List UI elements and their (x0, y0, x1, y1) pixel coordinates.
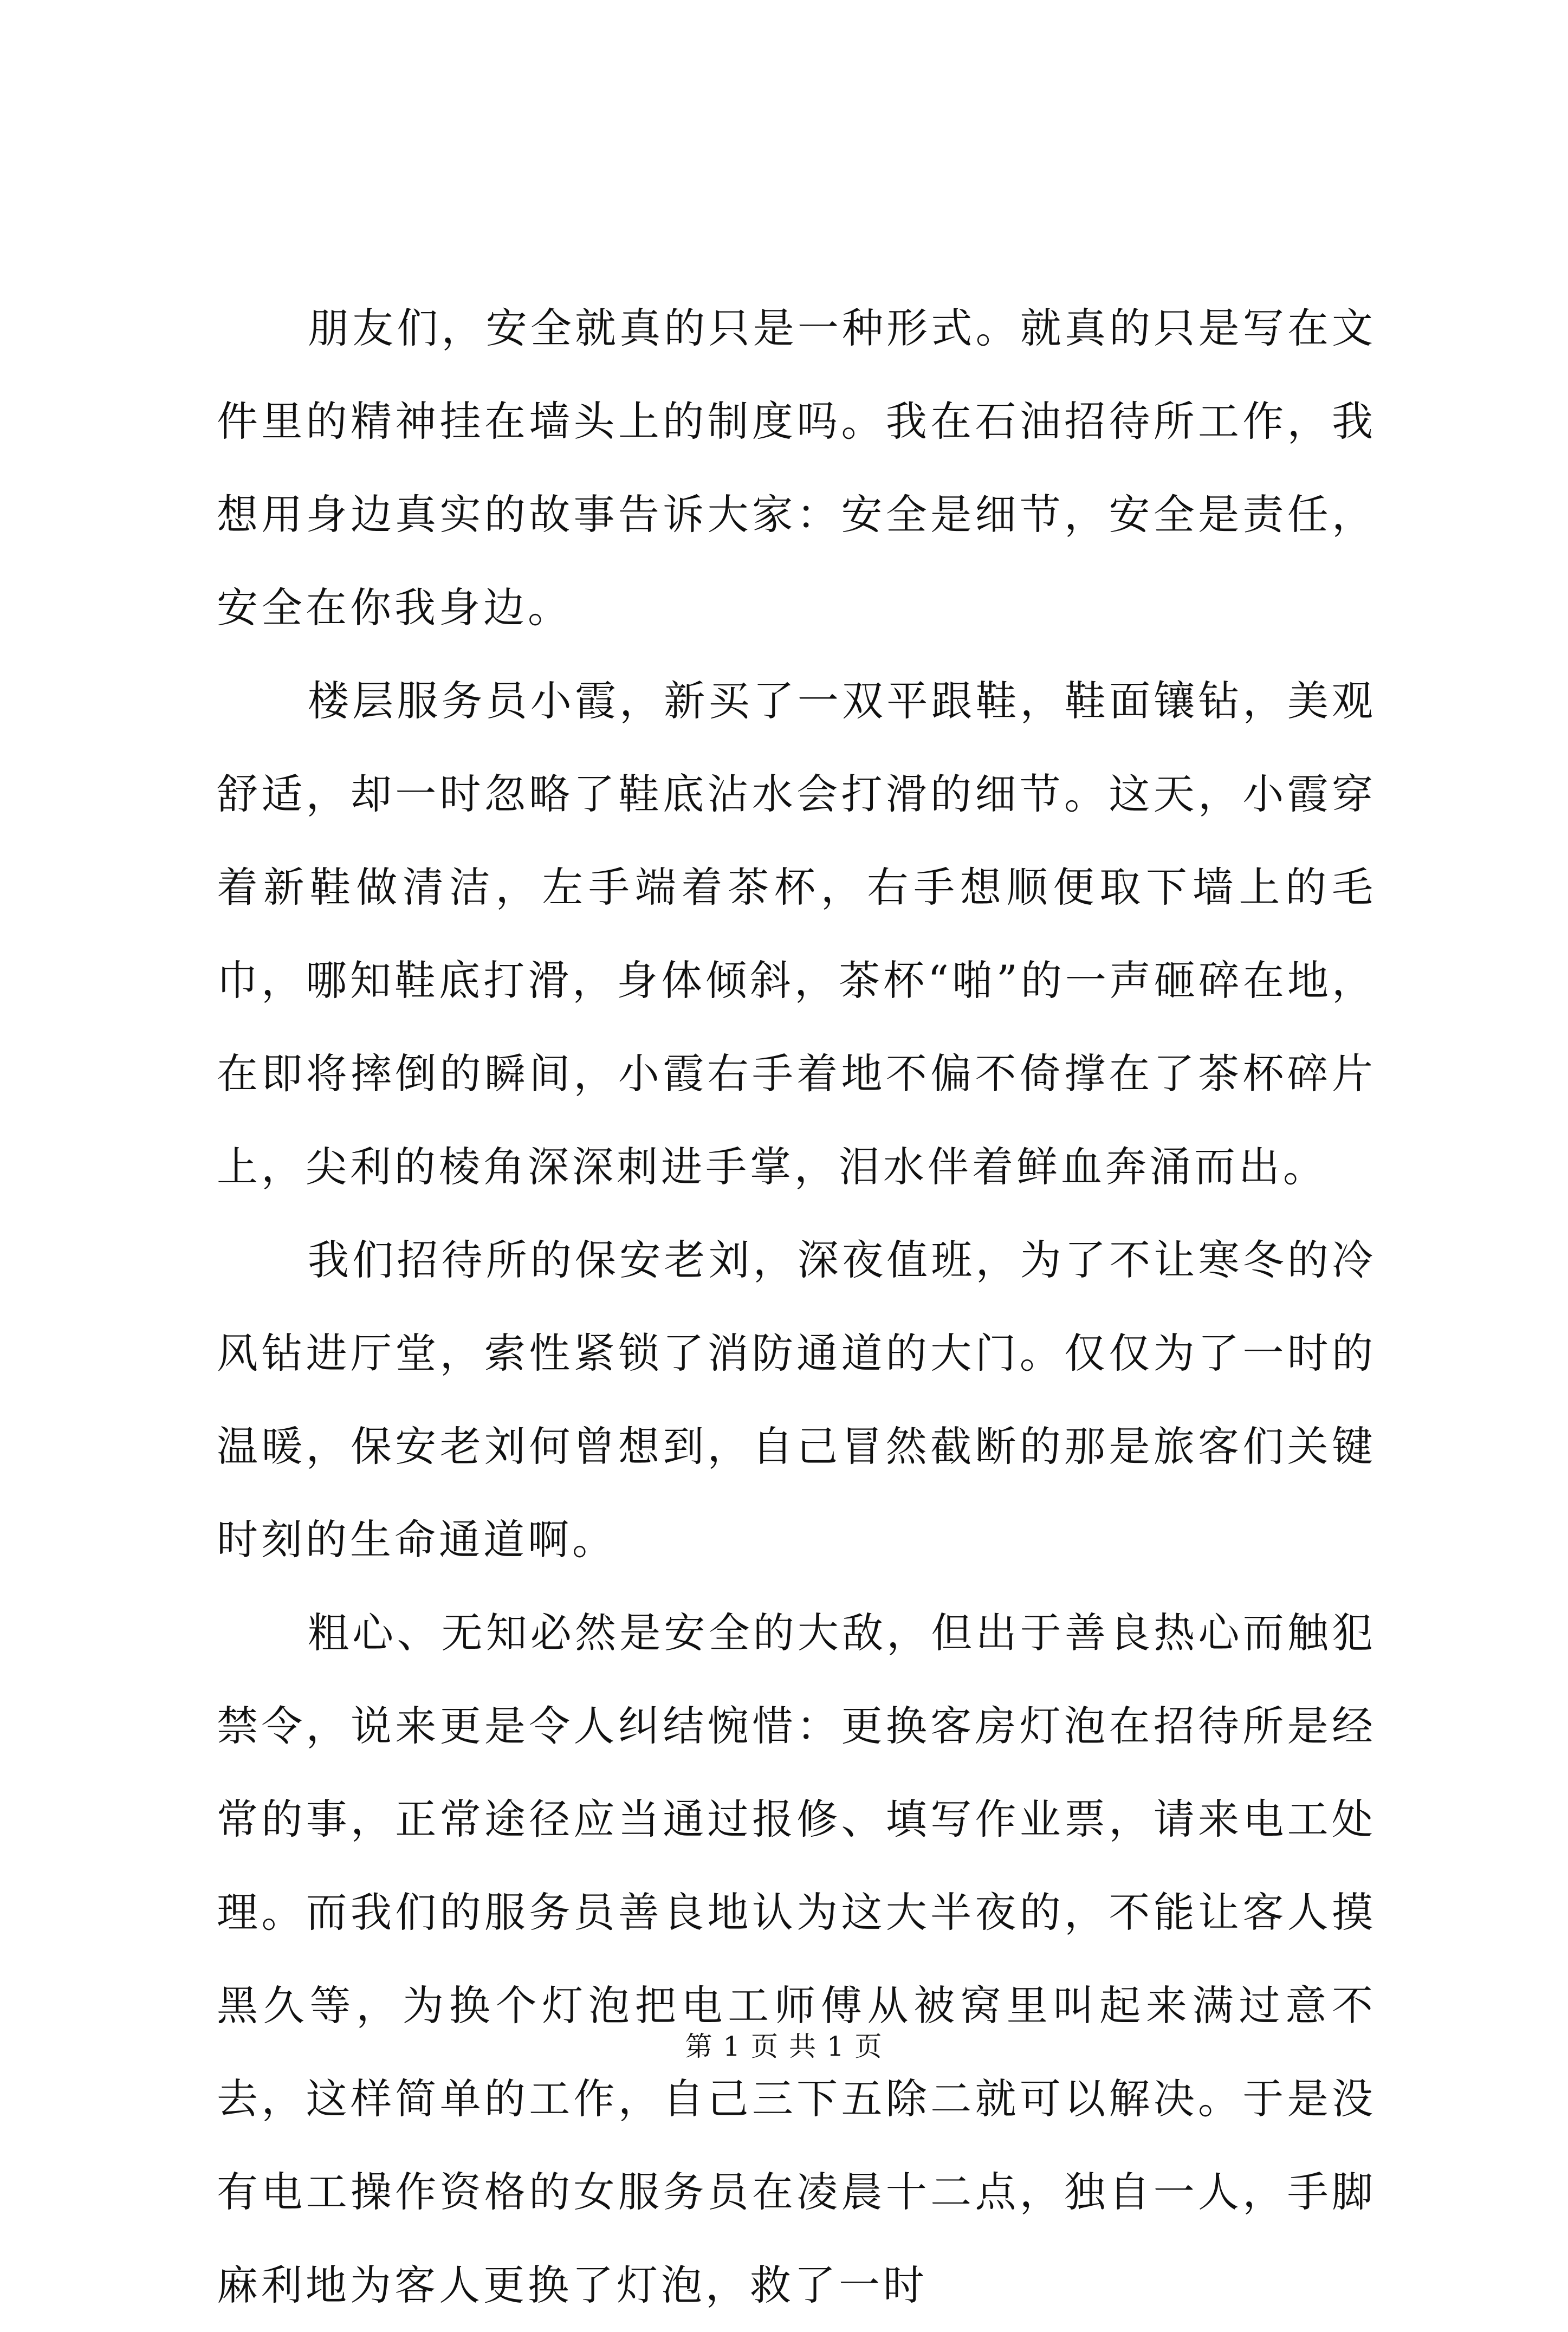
paragraph-4: 粗心、无知必然是安全的大敌，但出于善良热心而触犯禁令，说来更是令人纠结惋惜：更换客房灯泡在招待所是经常的事，正常途径应当通过报修、填写作业票，请来电工处理。而我们的服务员善良地认为这大半夜的，不能让客人摸黑久等，为换个灯泡把电工师傅从被窝里叫起来满过意不去，这样简单的工作，自己三下五除二就可以解决。于是没有电工操作资格的女服务员在凌晨十二点，独自一人，手脚麻利地为客人更换了灯泡，救了一时 (217, 1609, 1376, 2309)
document-body (217, 282, 1376, 2332)
paragraph-1: 朋友们，安全就真的只是一种形式。就真的只是写在文件里的精神挂在墙头上的制度吗。我在石油招待所工作，我想用身边真实的故事告诉大家：安全是细节，安全是责任，安全在你我身边。 (217, 304, 1376, 632)
paragraph-2: 楼层服务员小霞，新买了一双平跟鞋，鞋面镶钻，美观舒适，却一时忽略了鞋底沾水会打滑的细节。这天，小霞穿着新鞋做清洁，左手端着茶杯，右手想顺便取下墙上的毛巾，哪知鞋底打滑，身体倾斜，茶杯“啪”的一声砸碎在地，在即将摔倒的瞬间，小霞右手着地不偏不倚撑在了茶杯碎片上，尖利的棱角深深刺进手掌，泪水伴着鲜血奔涌而出。 (217, 677, 1376, 1191)
paragraph-3: 我们招待所的保安老刘，深夜值班，为了不让寒冬的冷风钻进厅堂，索性紧锁了消防通道的大门。仅仅为了一时的温暖，保安老刘何曾想到，自己冒然截断的那是旅客们关键时刻的生命通道啊。 (217, 1236, 1376, 1564)
page-footer: 第 1 页 共 1 页 (685, 2031, 883, 2062)
